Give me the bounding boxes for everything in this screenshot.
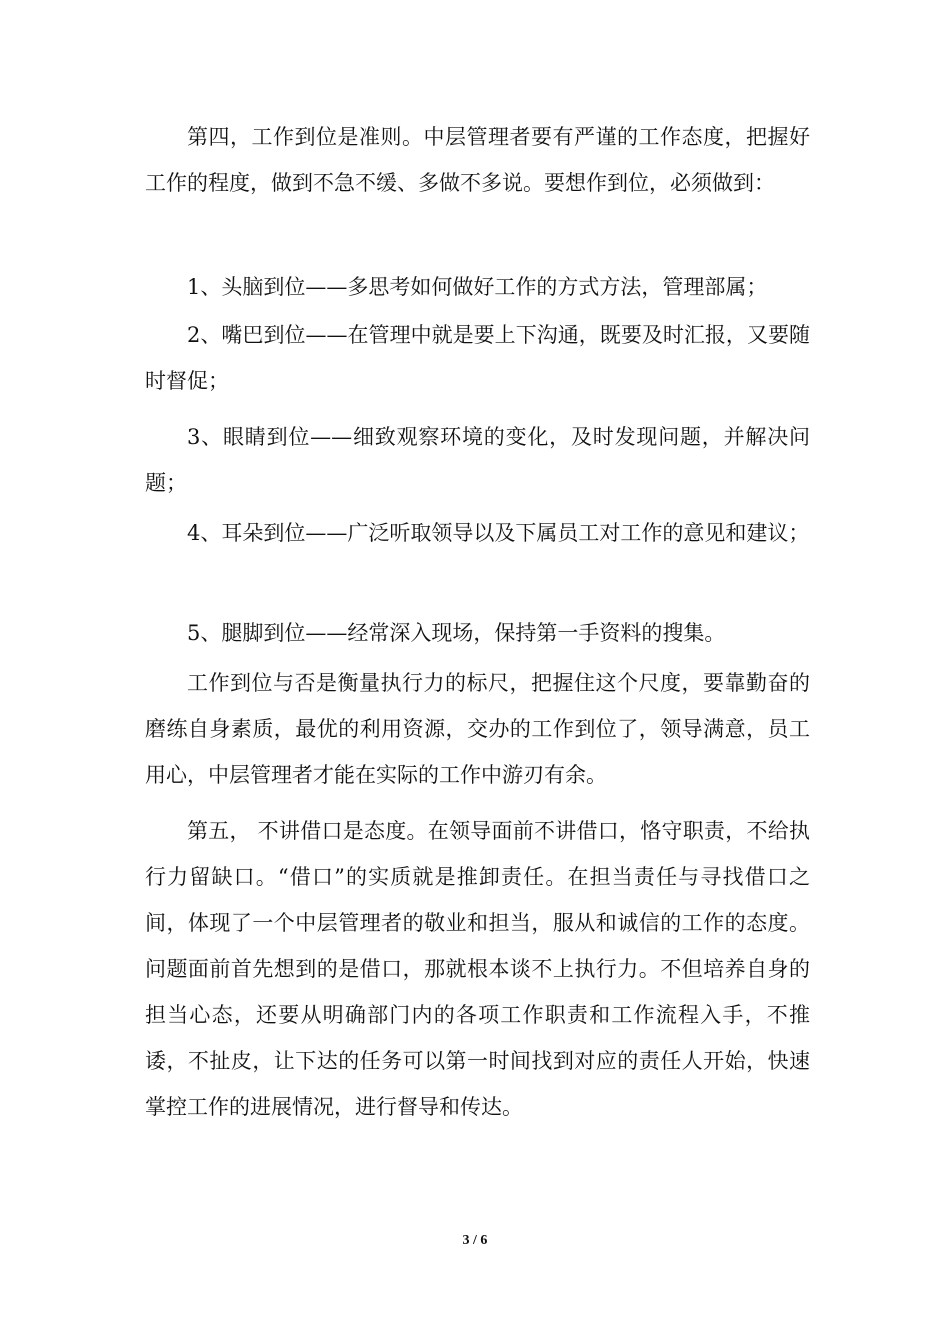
- paragraph-5th-no-excuses: 第五， 不讲借口是态度。在领导面前不讲借口，恪守职责，不给执行力留缺口。“借口”的实质就是推卸责任。在担当责任与寻找借口之间，体现了一个中层管理者的敬业和担当，服从和诚信的工作的态度。问题面前首先想到的是借口，那就根本谈不上执行力。不但培养自身的担当心态，还要从明确部门内的各项工作职责和工作流程入手，不推诿，不扯皮，让下达的任务可以第一时间找到对应的责任人开始，快速掌控工作的进展情况，进行督导和传达。: [145, 819, 810, 1119]
- paragraph-4th-principle: 第四，工作到位是准则。中层管理者要有严谨的工作态度，把握好工作的程度，做到不急不缓、多做不多说。要想作到位，必须做到：: [145, 125, 810, 195]
- list-item-legs: 5、腿脚到位——经常深入现场，保持第一手资料的搜集。: [187, 621, 726, 645]
- list-item-mouth: 2、嘴巴到位——在管理中就是要上下沟通，既要及时汇报，又要随时督促；: [145, 323, 810, 393]
- list-item-ears: 4、耳朵到位——广泛听取领导以及下属员工对工作的意见和建议；: [187, 521, 810, 545]
- list-item-head: 1、头脑到位——多思考如何做好工作的方式方法，管理部属；: [187, 275, 768, 299]
- page-indicator: 3 / 6: [462, 1233, 488, 1248]
- list-item-eyes: 3、眼睛到位——细致观察环境的变化，及时发现问题，并解决问题；: [145, 425, 810, 495]
- paragraph-work-in-place: 工作到位与否是衡量执行力的标尺，把握住这个尺度，要靠勤奋的磨练自身素质，最优的利用资源，交办的工作到位了，领导满意，员工用心，中层管理者才能在实际的工作中游刃有余。: [145, 671, 810, 787]
